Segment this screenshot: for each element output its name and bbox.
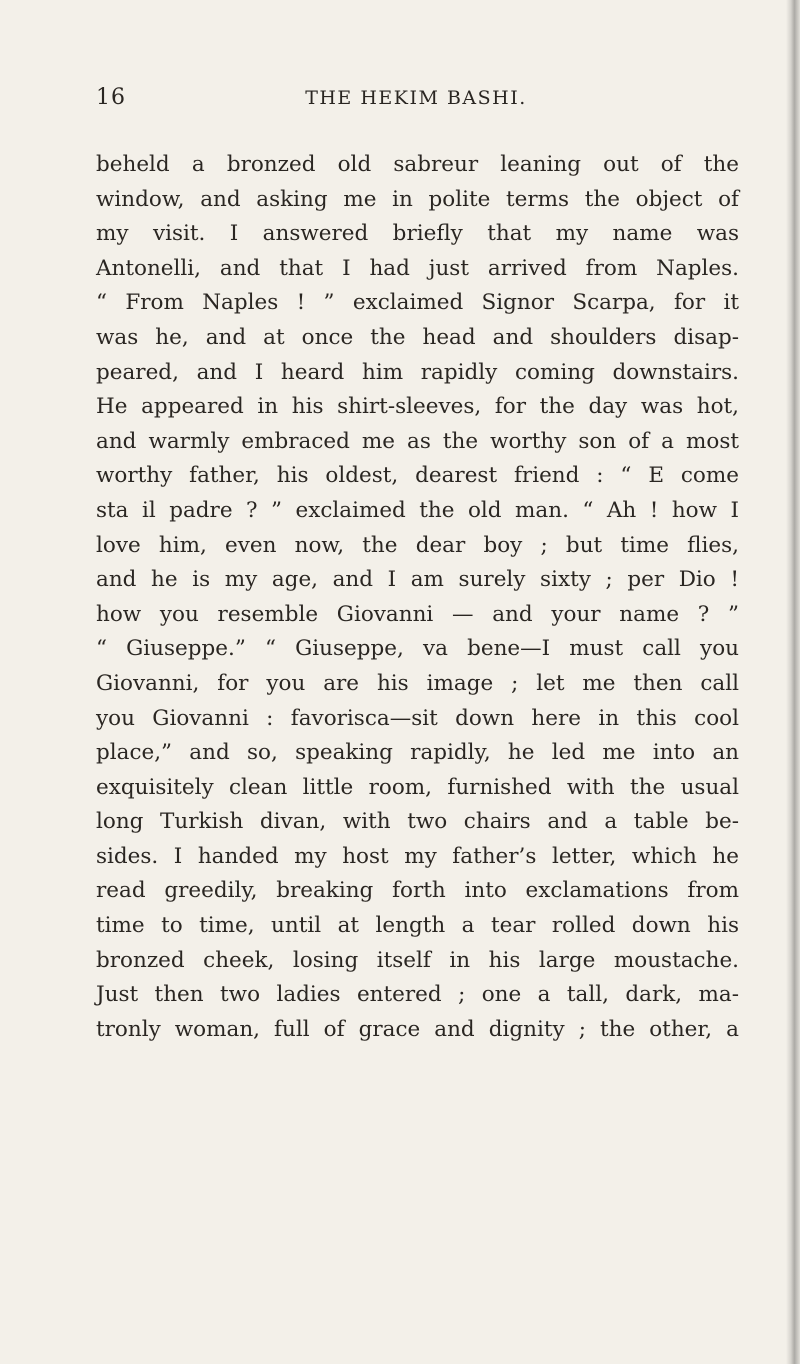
text-line: sides. I handed my host my father’s letter, which he <box>96 843 739 869</box>
text-line: was he, and at once the head and shoulders disap- <box>96 324 739 350</box>
text-line: and he is my age, and I am surely sixty ; per Dio ! <box>96 567 739 593</box>
text-line: long Turkish divan, with two chairs and a table be- <box>96 809 739 835</box>
text-line: place,” and so, speaking rapidly, he led me into an <box>96 740 739 766</box>
text-line: bronzed cheek, losing itself in his large moustache. <box>96 947 739 973</box>
text-line: and warmly embraced me as the worthy son of a most <box>96 428 739 454</box>
page-number: 16 <box>96 85 126 110</box>
text-line: window, and asking me in polite terms the object of <box>96 186 739 212</box>
text-line: Just then two ladies entered ; one a tall, dark, ma- <box>96 982 739 1008</box>
text-line: how you resemble Giovanni — and your name ? ” <box>96 601 739 627</box>
text-line: He appeared in his shirt-sleeves, for the day was hot, <box>96 394 739 420</box>
body-text <box>96 148 739 1047</box>
text-line: “ From Naples ! ” exclaimed Signor Scarpa, for it <box>96 290 739 316</box>
text-line: you Giovanni : favorisca—sit down here in this cool <box>96 705 739 731</box>
text-line: my visit. I answered briefly that my name was <box>96 221 739 247</box>
text-line: beheld a bronzed old sabreur leaning out of the <box>96 152 739 177</box>
text-line: peared, and I heard him rapidly coming downstairs. <box>96 359 739 385</box>
page-edge-shadow <box>786 0 800 1364</box>
text-line: time to time, until at length a tear rolled down his <box>96 913 739 939</box>
text-line: Antonelli, and that I had just arrived from Naples. <box>96 255 739 281</box>
text-line: tronly woman, full of grace and dignity ; the other, a <box>96 1016 739 1042</box>
running-head: THE HEKIM BASHI. <box>305 87 527 109</box>
page-header <box>96 85 736 125</box>
text-line: Giovanni, for you are his image ; let me then call <box>96 670 739 696</box>
text-line: love him, even now, the dear boy ; but time flies, <box>96 532 739 558</box>
text-line: read greedily, breaking forth into exclamations from <box>96 878 739 904</box>
text-line: worthy father, his oldest, dearest friend : “ E come <box>96 463 739 489</box>
text-line: exquisitely clean little room, furnished with the usual <box>96 774 739 800</box>
text-line: sta il padre ? ” exclaimed the old man. “ Ah ! how I <box>96 497 739 523</box>
text-line: “ Giuseppe.” “ Giuseppe, va bene—I must call you <box>96 636 739 662</box>
